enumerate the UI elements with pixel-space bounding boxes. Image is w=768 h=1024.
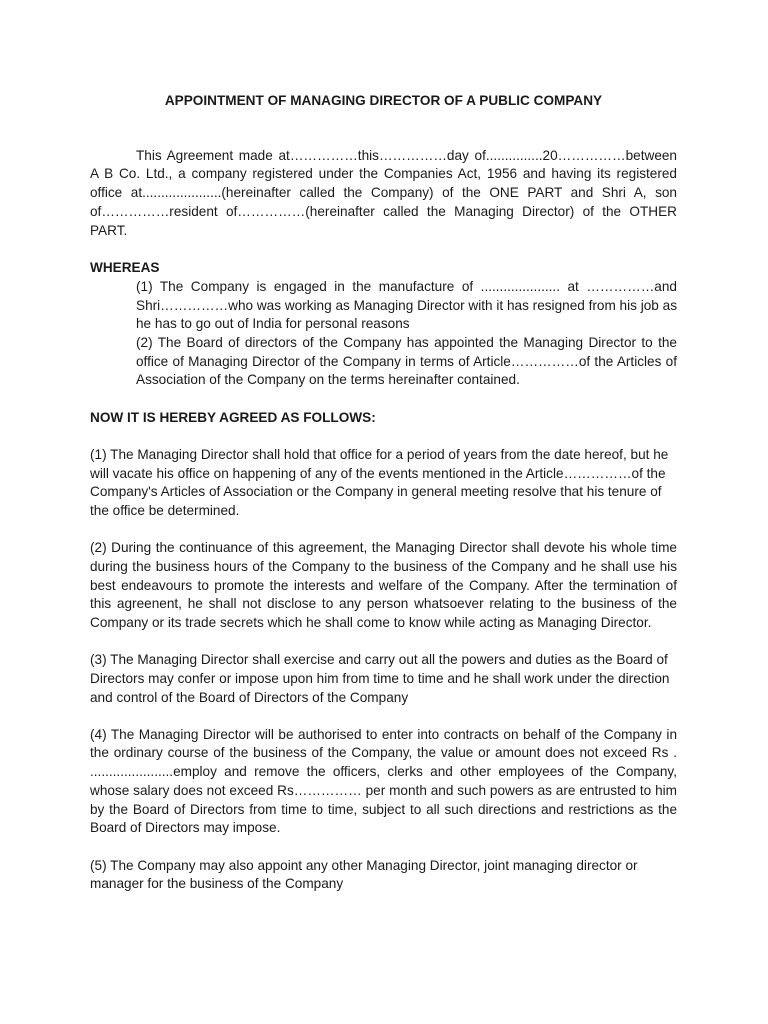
recital-item: (2) The Board of directors of the Company has appointed the Managing Director to the office of Managing Director of the Company in terms of Article……………of the Articles of Association of the Company on the terms hereinafter contained. (136, 335, 677, 388)
clause-4: (4) The Managing Director will be authorised to enter into contracts on behalf of the Company in the ordinary course of the business of the Company, the value or amount does not exceed Rs . ......................employ and remove the officers, clerks and other employees of the Company, whose salary does not exceed Rs…………… per month and such powers as are entrusted to him by the Board of Directors from time to time, subject to all such directions and restrictions as the Board of Directors may impose. (90, 726, 677, 836)
clause-1: (1) The Managing Director shall hold that office for a period of years from the date hereof, but he will vacate his office on happening of any of the events mentioned in the Article……………of the Company's Articles of Association or the Company in general meeting resolve that his tenure of the office be determined. (90, 446, 669, 518)
whereas-heading: WHEREAS (90, 260, 160, 276)
document-title: APPOINTMENT OF MANAGING DIRECTOR OF A PUBLIC COMPANY (164, 93, 603, 108)
whereas-recitals (90, 278, 677, 390)
document-page (90, 92, 677, 912)
agreed-heading: NOW IT IS HEREBY AGREED AS FOLLOWS: (90, 410, 376, 426)
recital-item: (1) The Company is engaged in the manufacture of ..................... at ……………and Shri……………who was working as Managing Director with it has resigned from his job as he has to go out of India for personal reasons (136, 278, 677, 332)
intro-paragraph: This Agreement made at……………this……………day of...............20……………between A B Co. Ltd., a company registered under the Companies Act, 1956 and having its registered office at.....................(hereinafter called the Company) of the ONE PART and Shri A, son of……………resident of……………(hereinafter called the Managing Director) of the OTHER PART. (90, 147, 677, 238)
clause-2: (2) During the continuance of this agreement, the Managing Director shall devote his whole time during the business hours of the Company to the business of the Company and he shall use his best endeavours to promote the interests and welfare of the Company. After the termination of this agreenent, he shall not disclose to any person whatsoever relating to the business of the Company or its trade secrets which he shall come to know while acting as Managing Director. (90, 540, 677, 630)
clause-5: (5) The Company may also appoint any other Managing Director, joint managing director or manager for the business of the Company (90, 857, 638, 892)
clause-3: (3) The Managing Director shall exercise and carry out all the powers and duties as the Board of Directors may confer or impose upon him from time to time and he shall work under the direction and control of the Board of Directors of the Company (90, 652, 670, 705)
